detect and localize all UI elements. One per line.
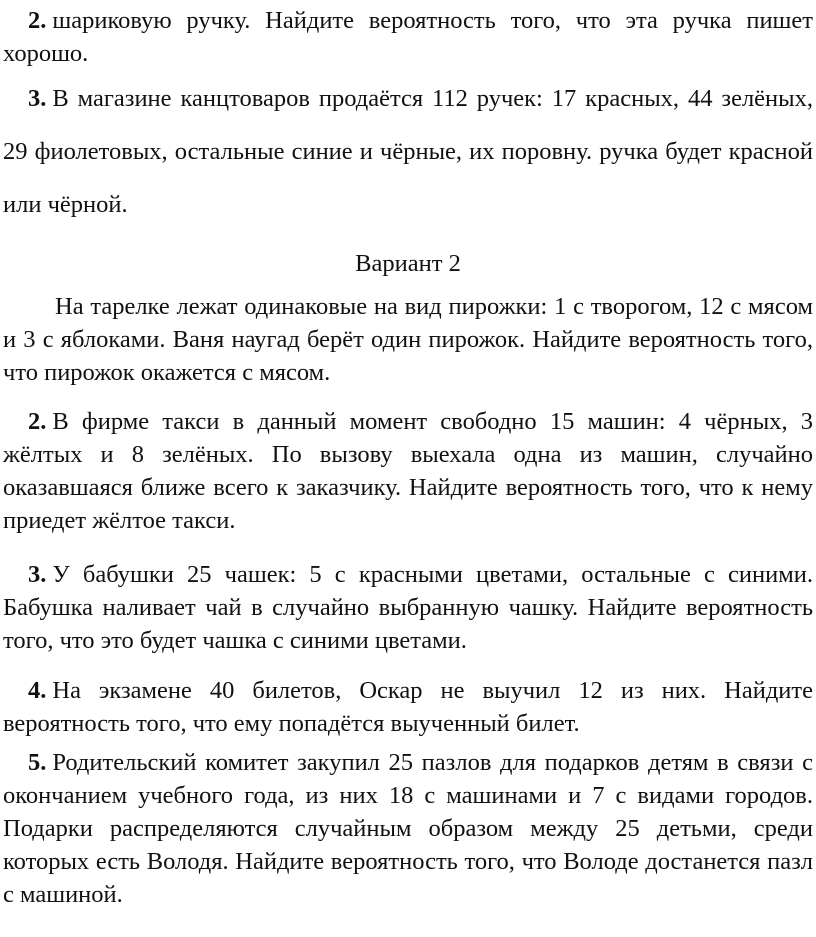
problem-number: 5.: [28, 749, 47, 776]
problem-text: На тарелке лежат одинаковые на вид пирожки: 1 с творогом, 12 с мясом и 3 с яблоками. Ваня наугад берёт один пирожок. Найдите вероятность того, что пирожок окажется с мясом.: [3, 293, 813, 386]
problem-1-pies: [3, 290, 813, 389]
problem-text: шариковую ручку. Найдите вероятность того, что эта ручка пишет хорошо.: [3, 7, 813, 67]
variant-heading: Вариант 2: [355, 250, 461, 277]
problem-text: Родительский комитет закупил 25 пазлов для подарков детям в связи с окончанием учебного года, из них 18 с машинами и 7 с видами городов. Подарки распределяются случайным образом между 25 детьми, среди которых есть Володя. Найдите вероятность того, что Володе достанется пазл с машиной.: [3, 749, 813, 908]
problem-number: 3.: [28, 85, 47, 112]
problem-5-puzzles: [3, 746, 813, 911]
problem-number: 4.: [28, 677, 47, 704]
problem-text: В магазине канцтоваров продаётся 112 ручек: 17 красных, 44 зелёных, 29 фиолетовых, остальные синие и чёрные, их поровну. ручка будет красной или чёрной.: [3, 85, 813, 218]
problem-number: 2.: [28, 408, 47, 435]
problem-text: У бабушки 25 чашек: 5 с красными цветами, остальные с синими. Бабушка наливает чай в случайно выбранную чашку. Найдите вероятность того, что это будет чашка с синими цветами.: [3, 561, 813, 654]
problem-3-pens: [3, 72, 813, 231]
problem-text: На экзамене 40 билетов, Оскар не выучил 12 из них. Найдите вероятность того, что ему попадётся выученный билет.: [3, 677, 813, 737]
problem-2-taxi: [3, 405, 813, 537]
problem-4-exam: [3, 674, 813, 740]
problem-2-continuation: [3, 4, 813, 70]
problem-number: 3.: [28, 561, 47, 588]
problem-number: 2.: [28, 7, 47, 34]
problem-3-cups: [3, 558, 813, 657]
problem-text: В фирме такси в данный момент свободно 15 машин: 4 чёрных, 3 жёлтых и 8 зелёных. По вызову выехала одна из машин, случайно оказавшаяся ближе всего к заказчику. Найдите вероятность того, что к нему приедет жёлтое такси.: [3, 408, 813, 534]
